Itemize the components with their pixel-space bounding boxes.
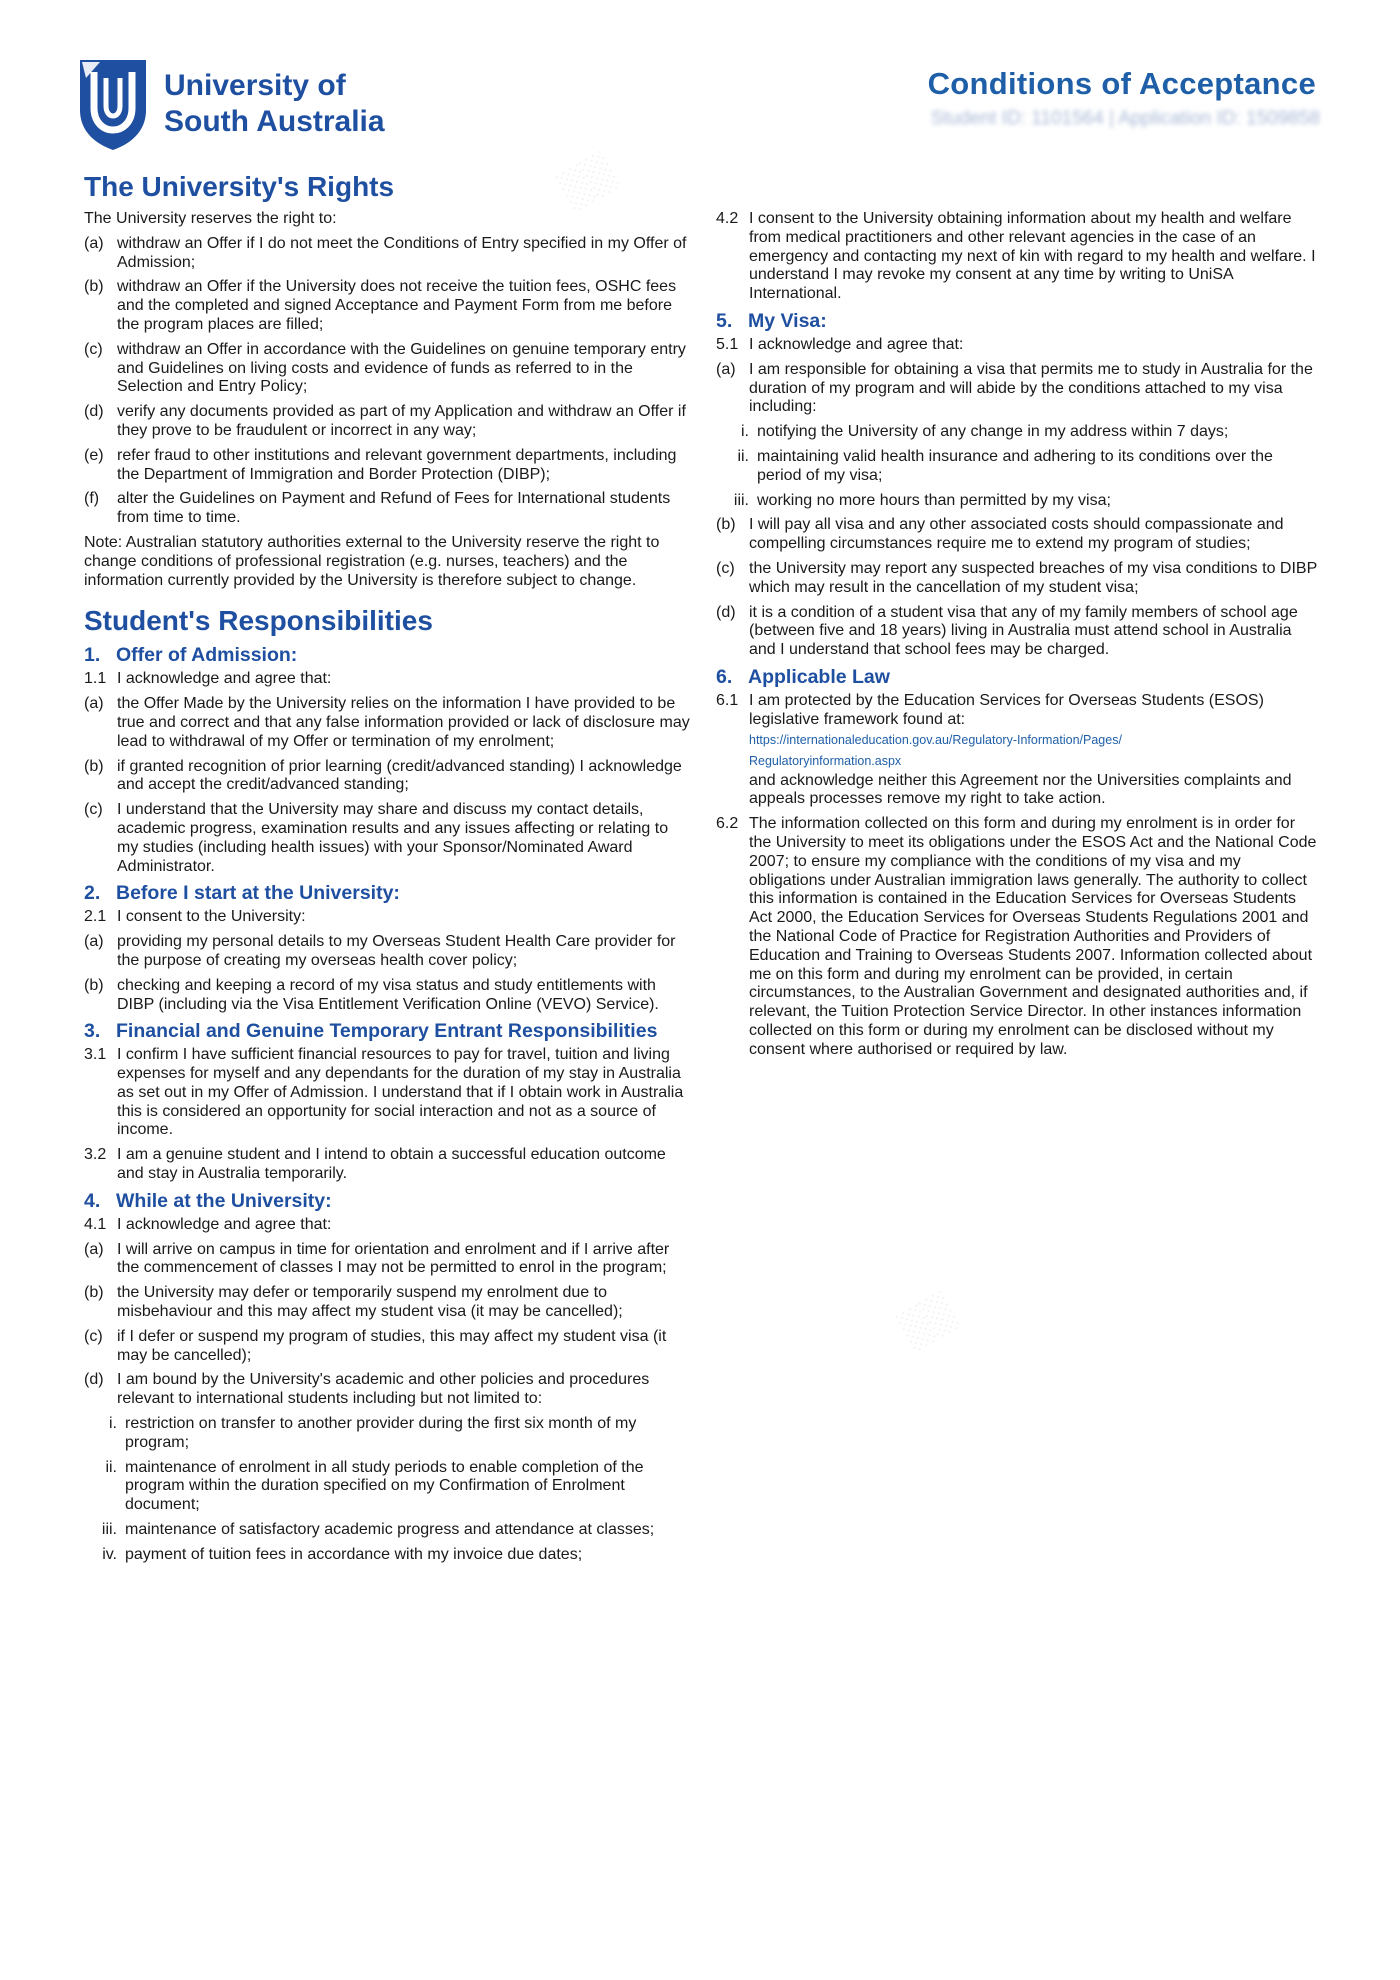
list-item — [84, 1046, 692, 1140]
list-item — [716, 560, 1320, 598]
item-text: I consent to the University: — [117, 908, 306, 926]
list-item — [84, 1521, 692, 1540]
section-number: 2. — [84, 882, 101, 905]
section-heading-3 — [84, 1020, 692, 1043]
item-marker: (e) — [84, 446, 104, 464]
list-item — [716, 692, 1320, 809]
item-marker: (b) — [716, 516, 736, 534]
item-text: and acknowledge neither this Agreement nor the Universities complaints and appeals processes remove my right to take action. — [749, 771, 1292, 808]
item-text: the University may report any suspected breaches of my visa conditions to DIBP which may result in the cancellation of my student visa; — [749, 559, 1317, 596]
item-marker: (f) — [84, 490, 100, 508]
list-item — [716, 516, 1320, 554]
item-marker: (d) — [84, 403, 104, 421]
list-item — [716, 815, 1320, 1059]
item-text: it is a condition of a student visa that any of my family members of school age (between five and 18 years) living in Australia must attend school in Australia and I understand that school fees may be charged. — [749, 603, 1298, 659]
section-number: 4. — [84, 1189, 101, 1212]
item-text: payment of tuition fees in accordance with my invoice due dates; — [125, 1545, 583, 1563]
list-item — [84, 1328, 692, 1366]
university-logo — [76, 56, 385, 152]
list-item — [84, 758, 692, 796]
list-item — [84, 801, 692, 876]
section-title: Financial and Genuine Temporary Entrant Responsibilities — [116, 1020, 658, 1043]
list-item — [84, 1546, 692, 1565]
item-text: maintaining valid health insurance and adhering to its conditions over the period of my visa; — [757, 447, 1273, 484]
item-text: I confirm I have sufficient financial resources to pay for travel, tuition and living expenses for myself and any dependants for the duration of my stay in Australia as set out in my Offer of Admission. I understand that if I obtain work in Australia this is considered an opportunity for social interaction and not as a source of income. — [117, 1046, 684, 1139]
item-marker: (c) — [84, 1327, 103, 1345]
list-item — [84, 1371, 692, 1409]
item-marker: 1.1 — [84, 670, 107, 688]
item-marker: 4.1 — [84, 1215, 107, 1233]
document-title: Conditions of Acceptance — [927, 66, 1316, 101]
item-marker: 5.1 — [716, 335, 739, 353]
list-item — [84, 235, 692, 273]
right-column — [716, 210, 1320, 1065]
list-item — [716, 336, 1320, 355]
list-item — [84, 977, 692, 1015]
list-item — [84, 908, 692, 927]
item-text: I acknowledge and agree that: — [117, 670, 332, 688]
item-text: withdraw an Offer if the University does not receive the tuition fees, OSHC fees and the completed and signed Acceptance and Payment Form from me before the program places are filled; — [117, 278, 677, 333]
item-text: withdraw an Offer in accordance with the Guidelines on genuine temporary entry and Guidelines on living costs and evidence of funds as referred to in the Selection and Entry Policy; — [117, 340, 686, 396]
item-marker: (c) — [716, 559, 735, 577]
item-text: The information collected on this form and during my enrolment is in order for the University to meet its obligations under the ESOS Act and the National Code 2007; to ensure my compliance with the conditions of my visa and my obligations under Australian immigration laws generally. The authority to collect this information is contained in the Education Services for Overseas Students Act 2000, the Education Services for Overseas Students Regulations 2001 and the National Code of Practice for Registration Authorities and Providers of Education and Training to Overseas Students 2007. Information collected about me on this form and during my enrolment can be provided, in certain circumstances, to the Australian Government and designated authorities and, if relevant, the Tuition Protection Service Director. In other instances information collected on this form or during my enrolment can be disclosed without my consent where authorised or required by law. — [749, 815, 1317, 1058]
section-title: Before I start at the University: — [116, 882, 400, 905]
item-text: I will arrive on campus in time for orientation and enrolment and if I arrive after the commencement of classes I may not be permitted to enrol in the program; — [117, 1240, 670, 1277]
item-marker: iv. — [102, 1545, 117, 1563]
item-text: I am responsible for obtaining a visa that permits me to study in Australia for the duration of my program and will abide by the conditions attached to my visa including: — [749, 360, 1313, 416]
item-body — [749, 692, 1320, 809]
blurred-student-id: Student ID: 1101564 | Application ID: 1509858 — [930, 108, 1320, 129]
list-item — [84, 1415, 692, 1453]
item-marker: ii. — [737, 447, 749, 465]
rights-intro: The University reserves the right to: — [84, 210, 337, 227]
item-marker: (b) — [84, 278, 104, 296]
item-marker: (b) — [84, 757, 104, 775]
item-text: checking and keeping a record of my visa status and study entitlements with DIBP (including via the Visa Entitlement Verification Online (VEVO) Service). — [117, 976, 659, 1013]
item-text: I am bound by the University's academic and other policies and procedures relevant to international students including but not limited to: — [117, 1371, 650, 1408]
item-text: the University may defer or temporarily suspend my enrolment due to misbehaviour and this may affect my student visa (it may be cancelled); — [117, 1284, 623, 1321]
responsibilities-heading: Student's Responsibilities — [84, 605, 433, 637]
esos-link-line2[interactable]: Regulatoryinformation.aspx — [749, 753, 902, 768]
item-marker: 3.1 — [84, 1046, 107, 1064]
item-text: verify any documents provided as part of my Application and withdraw an Offer if they prove to be fraudulent or incorrect in any way; — [117, 403, 686, 439]
item-text: working no more hours than permitted by my visa; — [757, 491, 1111, 509]
esos-link-line1[interactable]: https://internationaleducation.gov.au/Regulatory-Information/Pages/ — [749, 732, 1122, 747]
logo-line1: University of — [164, 69, 346, 102]
unisa-crest-icon — [76, 56, 150, 152]
item-marker: 2.1 — [84, 908, 107, 926]
item-marker: ii. — [105, 1458, 117, 1476]
section-title: My Visa: — [748, 309, 827, 332]
section-number: 6. — [716, 665, 733, 688]
list-item — [716, 361, 1320, 417]
list-item — [84, 1216, 692, 1235]
item-marker: 3.2 — [84, 1146, 107, 1164]
item-marker: iii. — [101, 1521, 117, 1539]
item-text: if granted recognition of prior learning (credit/advanced standing) I acknowledge and accept the credit/advanced standing; — [117, 757, 682, 794]
item-marker: i. — [109, 1415, 117, 1433]
item-text: I am a genuine student and I intend to obtain a successful education outcome and stay in Australia temporarily. — [117, 1146, 666, 1183]
rights-note: Note: Australian statutory authorities external to the University reserve the right to change conditions of professional registration (e.g. nurses, teachers) and the information currently provided by the University is therefore subject to change. — [84, 533, 660, 589]
list-item — [84, 1284, 692, 1322]
watermark: ░░ — [1052, 589, 1121, 653]
list-item — [84, 1459, 692, 1515]
section-title: Applicable Law — [748, 665, 890, 688]
page-header — [0, 0, 1400, 175]
list-item — [84, 670, 692, 689]
section-number: 3. — [84, 1020, 101, 1043]
item-text: I acknowledge and agree that: — [749, 335, 964, 353]
item-marker: i. — [741, 423, 749, 441]
item-text: I understand that the University may share and discuss my contact details, academic progress, examination results and any issues affecting or relating to my studies (including health issues) with your Sponsor/Nominated Award Administrator. — [117, 801, 669, 875]
list-item — [84, 490, 692, 528]
item-marker: (b) — [84, 976, 104, 994]
section-heading-1 — [84, 644, 692, 667]
item-text: I will pay all visa and any other associated costs should compassionate and compelling circumstances require me to extend my program of studies; — [749, 516, 1284, 553]
item-text: the Offer Made by the University relies on the information I have provided to be true and correct and that any false information provided or lack of disclosure may lead to withdrawal of my Offer or termination of my enrolment; — [117, 695, 690, 750]
item-marker: (a) — [84, 1240, 104, 1258]
item-text: I consent to the University obtaining information about my health and welfare from medical practitioners and other relevant agencies in the case of an emergency and contacting my next of kin with regard to my health and welfare. I understand I may revoke my consent at any time by writing to UniSA International. — [749, 210, 1316, 303]
section-number: 1. — [84, 644, 101, 667]
item-marker: (a) — [84, 933, 104, 951]
item-marker: (d) — [716, 603, 736, 621]
item-text: alter the Guidelines on Payment and Refund of Fees for International students from time to time. — [117, 490, 671, 527]
item-marker: (c) — [84, 801, 103, 819]
item-marker: (a) — [716, 360, 736, 378]
list-item — [84, 933, 692, 971]
list-item — [716, 448, 1320, 486]
list-item — [84, 695, 692, 751]
item-marker: (b) — [84, 1284, 104, 1302]
item-marker: (a) — [84, 234, 104, 252]
list-item — [84, 403, 692, 441]
item-marker: (a) — [84, 695, 104, 713]
item-text: notifying the University of any change in my address within 7 days; — [757, 423, 1229, 441]
list-item — [84, 278, 692, 334]
item-marker: (d) — [84, 1371, 104, 1389]
list-item — [84, 447, 692, 485]
item-marker: (c) — [84, 340, 103, 358]
item-text: I am protected by the Education Services for Overseas Students (ESOS) legislative framework found at: — [749, 691, 1264, 728]
section-title: While at the University: — [116, 1189, 332, 1212]
item-marker: iii. — [733, 491, 749, 509]
item-text: withdraw an Offer if I do not meet the Conditions of Entry specified in my Offer of Admission; — [117, 234, 687, 271]
item-marker: 6.2 — [716, 815, 739, 833]
list-item — [716, 210, 1320, 304]
list-item — [716, 423, 1320, 442]
logo-line2: South Australia — [164, 105, 385, 138]
rights-heading: The University's Rights — [84, 171, 395, 202]
list-item — [84, 1241, 692, 1279]
section-heading-5 — [716, 310, 1320, 333]
item-marker: 6.1 — [716, 691, 739, 709]
left-column — [84, 170, 692, 1571]
section-title: Offer of Admission: — [116, 644, 298, 667]
section-heading-4 — [84, 1190, 692, 1213]
list-item — [84, 1146, 692, 1184]
item-text: maintenance of satisfactory academic progress and attendance at classes; — [125, 1521, 655, 1539]
item-text: maintenance of enrolment in all study periods to enable completion of the program within the duration specified on my Confirmation of Enrolment document; — [125, 1458, 644, 1514]
item-text: if I defer or suspend my program of studies, this may affect my student visa (it may be cancelled); — [117, 1327, 667, 1364]
item-marker: 4.2 — [716, 210, 739, 227]
item-text: providing my personal details to my Overseas Student Health Care provider for the purpose of creating my overseas health cover policy; — [117, 933, 676, 969]
item-text: I acknowledge and agree that: — [117, 1215, 332, 1233]
watermark: ░░ — [892, 1289, 961, 1353]
section-heading-6 — [716, 666, 1320, 689]
section-number: 5. — [716, 309, 733, 332]
list-item — [716, 604, 1320, 660]
list-item — [84, 341, 692, 397]
section-heading-2 — [84, 882, 692, 905]
list-item — [716, 492, 1320, 511]
item-text: refer fraud to other institutions and relevant government departments, including the Department of Immigration and Border Protection (DIBP); — [117, 446, 677, 483]
logo-text — [164, 68, 385, 140]
watermark: ░░ — [552, 149, 621, 213]
item-text: restriction on transfer to another provider during the first six month of my program; — [125, 1415, 637, 1451]
